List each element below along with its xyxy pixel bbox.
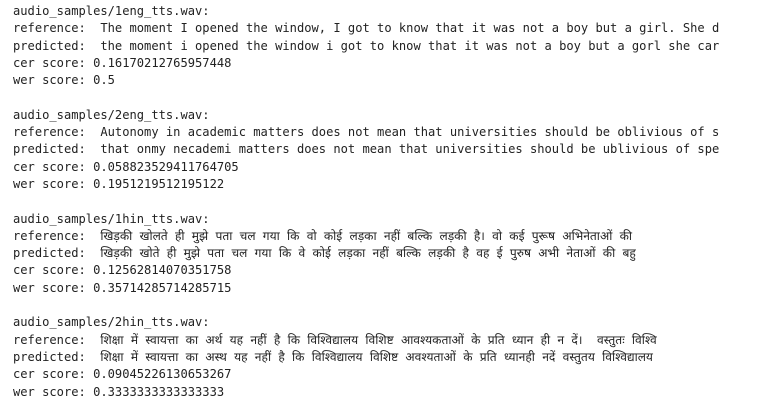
wer-label: wer score: [13,73,94,88]
wer-label: wer score: [13,176,94,191]
cer-value: 0.16170212765957448 [93,55,232,70]
wer-value: 0.1951219512195122 [93,176,225,191]
reference-line [13,20,757,37]
wer-line [13,176,757,193]
predicted-line [13,245,757,262]
result-block-2hin [13,314,757,400]
reference-text: शिक्षा में स्वायत्ता का अर्थ यह नहीं है कि विश्विद्यालय विशिष्ट आवश्यकताओं के प्रति ध्यान ही न दें। वस्तुतः विश्वि [100,332,657,347]
predicted-text: the moment i opened the window i got to know that it was not a boy but a gorl she car [100,38,720,53]
cer-line [13,262,757,279]
result-block-1eng [13,3,757,89]
result-block-1hin [13,211,757,297]
wer-value: 0.3333333333333333 [93,384,225,399]
predicted-label: predicted: [13,349,101,364]
result-block-2eng [13,107,757,193]
wer-line [13,72,757,89]
cer-label: cer score: [13,159,94,174]
predicted-label: predicted: [13,142,101,157]
cer-line [13,366,757,383]
wer-line [13,384,757,401]
predicted-line [13,38,757,55]
file-path: audio_samples/2eng_tts.wav: [13,107,210,122]
file-path: audio_samples/2hin_tts.wav: [13,315,210,330]
file-path: audio_samples/1eng_tts.wav: [13,4,210,18]
reference-label: reference: [13,21,101,36]
cer-value: 0.12562814070351758 [93,263,232,278]
reference-text: Autonomy in academic matters does not mean that universities should be oblivious of s [100,125,720,140]
reference-text: The moment I opened the window, I got to know that it was not a boy but a girl. She d [100,21,720,36]
cer-label: cer score: [13,55,94,70]
predicted-text: खिड़की खोते ही मुझे पता चल गया कि वे कोई लड़का नहीं बल्कि लड़की है वह ई पुरुष अभी नेताओं की बहु [100,246,636,261]
predicted-line [13,141,757,158]
notebook-output [13,3,757,418]
cer-value: 0.058823529411764705 [93,159,239,174]
cer-label: cer score: [13,367,94,382]
cer-label: cer score: [13,263,94,278]
wer-value: 0.5 [93,73,115,88]
cer-line [13,55,757,72]
predicted-text: शिक्षा में स्वायत्ता का अस्थ यह नहीं है कि विश्विद्यालय विशिष्ट अवश्यताओं के प्रति ध्यानही नदें वस्तुतय विश्विद्यालय [100,349,653,364]
file-path: audio_samples/1hin_tts.wav: [13,211,210,226]
wer-label: wer score: [13,280,94,295]
reference-line [13,332,757,349]
predicted-label: predicted: [13,38,101,53]
wer-line [13,280,757,297]
predicted-label: predicted: [13,246,101,261]
wer-label: wer score: [13,384,94,399]
cer-value: 0.09045226130653267 [93,367,232,382]
cer-line [13,159,757,176]
reference-line [13,228,757,245]
predicted-line [13,349,757,366]
predicted-text: that onmy necademi matters does not mean that universities should be ublivious of spe [100,142,720,157]
reference-label: reference: [13,228,101,243]
reference-label: reference: [13,332,101,347]
reference-label: reference: [13,125,101,140]
wer-value: 0.35714285714285715 [93,280,232,295]
reference-text: खिड़की खोलते ही मुझे पता चल गया कि वो कोई लड़का नहीं बल्कि लड़की है। वो कई पुरूष अभिनेताओं की [100,228,633,243]
reference-line [13,124,757,141]
